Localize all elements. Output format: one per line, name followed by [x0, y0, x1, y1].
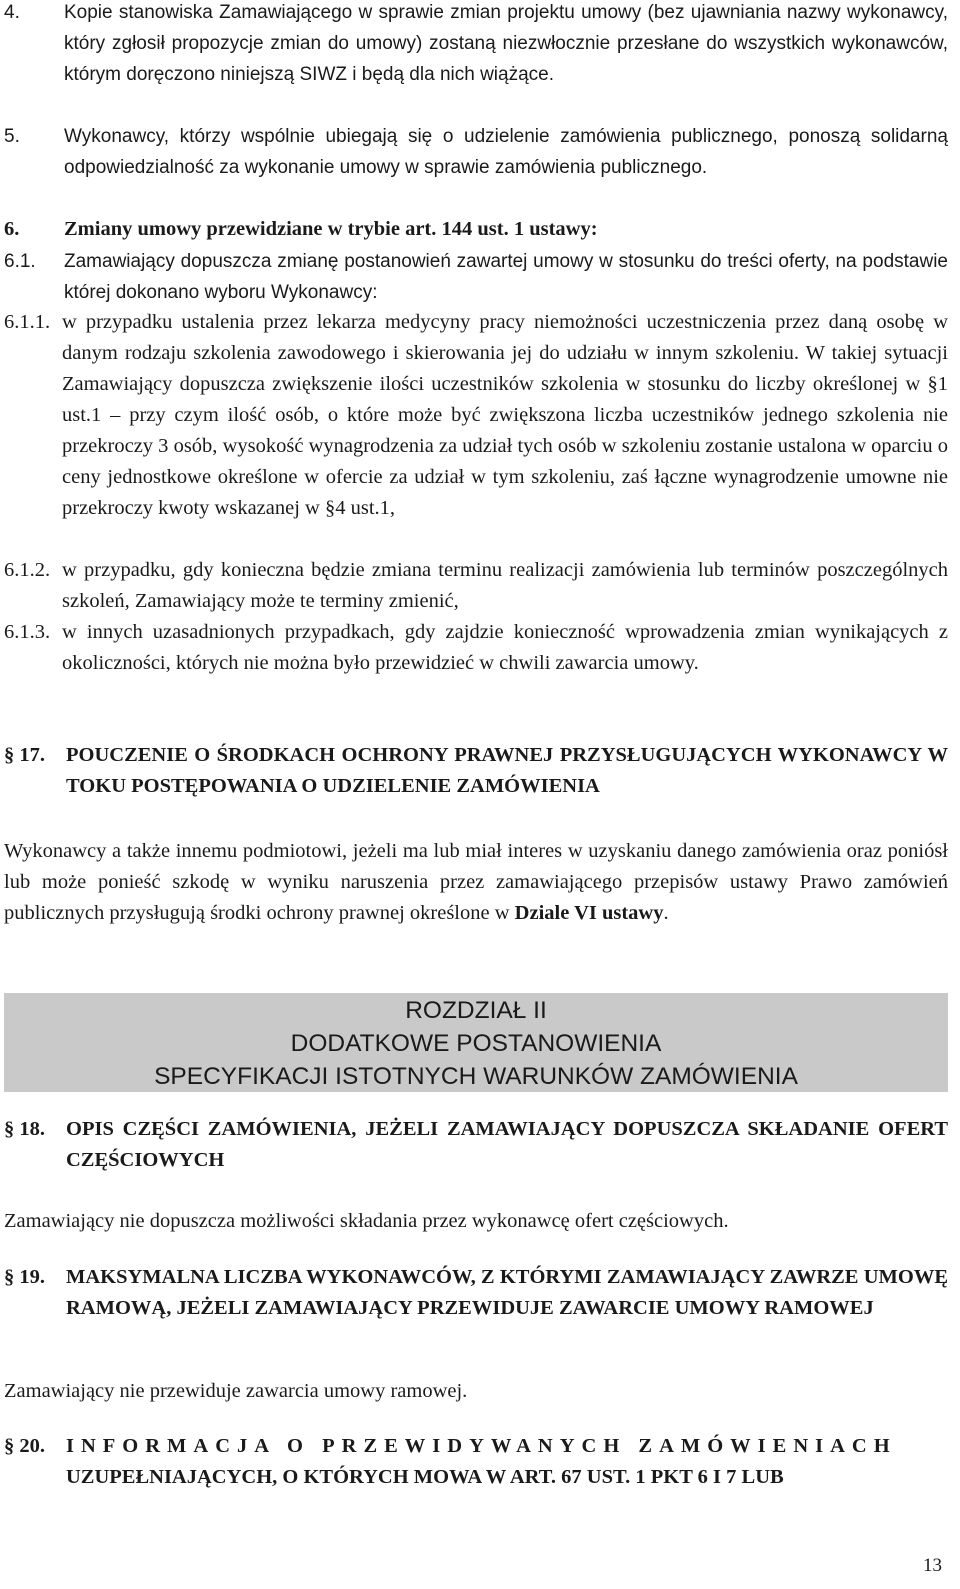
section-18-heading: [4, 1114, 948, 1176]
chapter-subtitle: SPECYFIKACJI ISTOTNYCH WARUNKÓW ZAMÓWIENIA: [154, 1063, 798, 1090]
chapter-banner: [4, 993, 948, 1092]
item-text: w przypadku, gdy konieczna będzie zmiana terminu realizacji zamówienia lub terminów poszczególnych szkoleń, Zamawiający może te terminy zmienić,: [62, 559, 948, 612]
list-item-6-1-2: [4, 555, 948, 617]
section-20-heading: [4, 1431, 948, 1493]
section-title: MAKSYMALNA LICZBA WYKONAWCÓW, Z KTÓRYMI ZAMAWIAJĄCY ZAWRZE UMOWĘ RAMOWĄ, JEŻELI ZAMAWIAJĄCY PRZEWIDUJE ZAWARCIE UMOWY RAMOWEJ: [66, 1266, 948, 1319]
section-18-body: [4, 1206, 948, 1237]
chapter-number: ROZDZIAŁ II: [405, 997, 547, 1024]
item-number: 6.1.3.: [4, 621, 51, 643]
item-number: 6.1.: [4, 251, 36, 272]
item-text: Zmiany umowy przewidziane w trybie art. 144 ust. 1 ustawy:: [64, 218, 598, 240]
section-paragraph: Zamawiający nie dopuszcza możliwości składania przez wykonawcę ofert częściowych.: [4, 1210, 729, 1232]
item-text: w przypadku ustalenia przez lekarza medycyny pracy niemożności uczestniczenia przez daną osobę w danym rodzaju szkolenia zawodowego i skierowania jej do udziału w innym szkoleniu. W takiej sytuacji Zamawiający dopuszcza zwiększenie ilości uczestników szkolenia w stosunku do liczby określonej w §1 ust.1 – przy czym ilość osób, o które może być zwiększona liczba uczestników jednego szkolenia nie przekroczy 3 osób, wysokość wynagrodzenia za udział tych osób w szkoleniu zostanie ustalona w oparciu o ceny jednostkowe określone w ofercie za udział w tym szkoleniu, zaś łączne wynagrodzenie umowne nie przekroczy kwoty wskazanej w §4 ust.1,: [62, 311, 948, 519]
page-number: 13: [923, 1555, 942, 1576]
paragraph-text: Wykonawcy a także innemu podmiotowi, jeżeli ma lub miał interes w uzyskaniu danego zamówienia oraz poniósł lub może ponieść szkodę w wyniku naruszenia przez zamawiającego przepisów ustawy Prawo zamówień publicznych przysługują środki ochrony prawnej określone w: [4, 840, 948, 924]
section-paragraph: Zamawiający nie przewiduje zawarcia umowy ramowej.: [4, 1380, 468, 1402]
item-number: 6.1.2.: [4, 559, 51, 581]
item-number: 6.: [4, 218, 20, 240]
item-text: Kopie stanowiska Zamawiającego w sprawie zmian projektu umowy (bez ujawniania nazwy wykonawcy, który zgłosił propozycje zmian do umowy) zostaną niezwłocznie przesłane do wszystkich wykonawców, którym doręczono niniejszą SIWZ i będą dla nich wiążące.: [64, 2, 948, 85]
section-title: POUCZENIE O ŚRODKACH OCHRONY PRAWNEJ PRZYSŁUGUJĄCYCH WYKONAWCY W TOKU POSTĘPOWANIA O UDZIELENIE ZAMÓWIENIA: [66, 744, 948, 797]
list-item-4: [4, 0, 948, 90]
section-19-heading: [4, 1262, 948, 1324]
section-number: § 17.: [4, 744, 45, 766]
list-item-6-1: [4, 246, 948, 308]
section-number: § 19.: [4, 1266, 45, 1288]
section-17-body: [4, 836, 948, 929]
section-title-line-1: INFORMACJA O PRZEWIDYWANYCH ZAMÓWIENIACH: [66, 1435, 897, 1457]
chapter-title: DODATKOWE POSTANOWIENIA: [290, 1030, 662, 1057]
item-number: 6.1.1.: [4, 311, 51, 333]
law-reference: Dziale VI ustawy: [514, 902, 664, 924]
list-item-6-1-3: [4, 617, 948, 679]
section-title: OPIS CZĘŚCI ZAMÓWIENIA, JEŻELI ZAMAWIAJĄCY DOPUSZCZA SKŁADANIE OFERT CZĘŚCIOWYCH: [66, 1118, 948, 1171]
section-paragraph: [4, 836, 948, 929]
paragraph-end: .: [663, 902, 669, 924]
item-text: w innych uzasadnionych przypadkach, gdy zajdzie konieczność wprowadzenia zmian wynikających z okoliczności, których nie można było przewidzieć w chwili zawarcia umowy.: [62, 621, 948, 674]
item-number: 5.: [4, 126, 20, 147]
list-item-6: [4, 214, 948, 245]
section-number: § 20.: [4, 1435, 45, 1457]
list-item-5: [4, 121, 948, 183]
item-number: 4.: [4, 2, 20, 23]
item-text: Zamawiający dopuszcza zmianę postanowień zawartej umowy w stosunku do treści oferty, na podstawie której dokonano wyboru Wykonawcy:: [64, 251, 948, 303]
section-number: § 18.: [4, 1118, 45, 1140]
section-title-line-2: UZUPEŁNIAJĄCYCH, O KTÓRYCH MOWA W ART. 67 UST. 1 PKT 6 I 7 LUB: [66, 1466, 784, 1488]
item-text: Wykonawcy, którzy wspólnie ubiegają się o udzielenie zamówienia publicznego, ponoszą solidarną odpowiedzialność za wykonanie umowy w sprawie zamówienia publicznego.: [64, 126, 948, 178]
section-title: [66, 1431, 948, 1493]
section-17-heading: [4, 740, 948, 802]
section-19-body: [4, 1376, 948, 1407]
list-item-6-1-1: [4, 307, 948, 524]
